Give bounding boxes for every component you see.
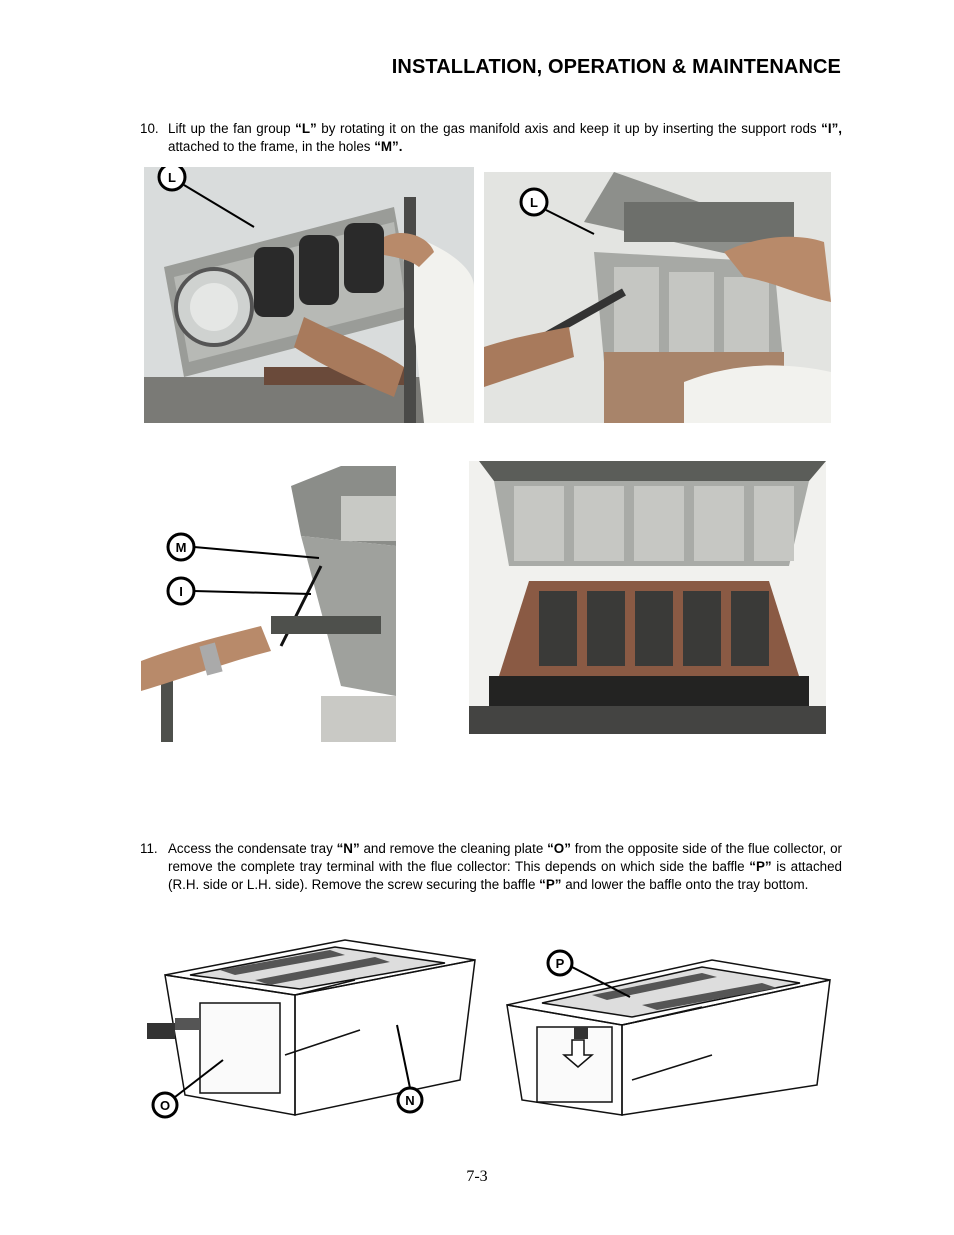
callout-I-label: I bbox=[179, 584, 183, 599]
step-text-run: attached to the frame, in the holes bbox=[168, 139, 375, 154]
step-text bbox=[168, 840, 842, 894]
callout-N-label: N bbox=[405, 1093, 415, 1108]
photo-fan-group-lift-left bbox=[144, 167, 474, 423]
photo-opened-burner-chamber bbox=[469, 461, 826, 734]
step-text-run: and remove the cleaning plate bbox=[359, 841, 548, 856]
step-text-bold-ref: “M”. bbox=[374, 139, 403, 154]
step-text-bold-ref: “O” bbox=[547, 841, 571, 856]
step-text-run: by rotating it on the gas manifold axis and keep it up by inserting the support rods bbox=[316, 121, 822, 136]
step-text-bold-ref: “N” bbox=[336, 841, 360, 856]
step-number: 11. bbox=[140, 841, 158, 856]
callout-O-label: O bbox=[159, 1098, 171, 1113]
step-text-run: and lower the baffle onto the tray bottom. bbox=[561, 877, 809, 892]
step-text-run: Access the condensate tray bbox=[168, 841, 337, 856]
page-number: 7-3 bbox=[466, 1168, 488, 1185]
step-text-run: Lift up the fan group bbox=[168, 121, 296, 136]
step-number: 10. bbox=[140, 121, 159, 136]
drawing-condensate-tray-left bbox=[145, 935, 478, 1125]
step-text-bold-ref: “L” bbox=[295, 121, 317, 136]
step-text-bold-ref: “P” bbox=[539, 877, 562, 892]
drawing-baffle-right bbox=[502, 945, 832, 1123]
step-text bbox=[168, 120, 842, 156]
callout-L-label: L bbox=[168, 170, 176, 185]
photo-support-rod-insertion bbox=[141, 466, 396, 742]
page-header-title: INSTALLATION, OPERATION & MAINTENANCE bbox=[391, 56, 841, 78]
step-text-run: is attached (R.H. side or L.H. side). Remove the screw securing the baffle bbox=[168, 859, 842, 892]
callout-L-label: L bbox=[530, 195, 538, 210]
step-10 bbox=[140, 120, 842, 156]
step-text-run: from the opposite side of the flue collector, or remove the complete tray terminal with the flue collector: This depends on which side the baffle bbox=[168, 841, 842, 874]
callout-P-label: P bbox=[555, 956, 565, 971]
step-11 bbox=[140, 840, 842, 894]
step-text-bold-ref: “I”, bbox=[821, 121, 843, 136]
photo-fan-group-lift-right bbox=[484, 172, 831, 423]
step-text-bold-ref: “P” bbox=[749, 859, 772, 874]
callout-M-label: M bbox=[175, 540, 187, 555]
